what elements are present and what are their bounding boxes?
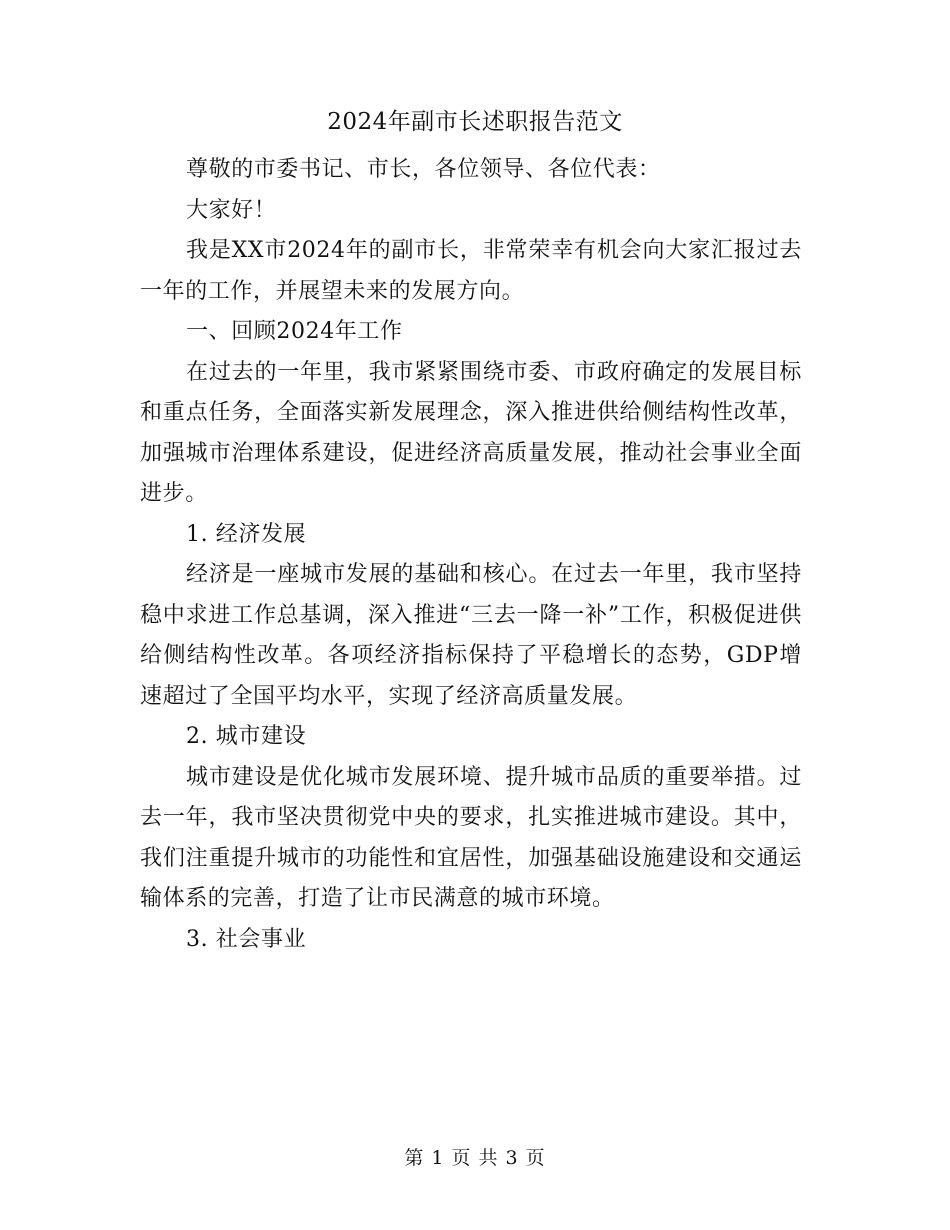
paragraph-review: 在过去的一年里，我市紧紧围绕市委、市政府确定的发展目标和重点任务，全面落实新发展理念，深入推进供给侧结构性改革，加强城市治理体系建设，促进经济高质量发展，推动社会事业全面进步。 [140, 359, 802, 506]
subheading-economy: 1. 经济发展 [186, 521, 307, 547]
paragraph-greeting: 大家好！ [186, 197, 277, 223]
section-heading-review: 一、回顾2024年工作 [186, 319, 403, 344]
paragraph-intro: 我是XX市2024年的副市长，非常荣幸有机会向大家汇报过去一年的工作，并展望未来的发展方向。 [140, 238, 802, 304]
paragraph-urban-construction: 城市建设是优化城市发展环境、提升城市品质的重要举措。过去一年，我市坚决贯彻党中央的要求，扎实推进城市建设。其中，我们注重提升城市的功能性和宜居性，加强基础设施建设和交通运输体系的完善，打造了让市民满意的城市环境。 [140, 764, 802, 911]
subheading-social-affairs: 3. 社会事业 [186, 926, 307, 952]
document-title: 2024年副市长述职报告范文 [327, 109, 623, 135]
paragraph-economy: 经济是一座城市发展的基础和核心。在过去一年里，我市坚持稳中求进工作总基调，深入推进“三去一降一补”工作，积极促进供给侧结构性改革。各项经济指标保持了平稳增长的态势，GDP增速超过了全国平均水平，实现了经济高质量发展。 [140, 562, 802, 709]
subheading-urban-construction: 2. 城市建设 [186, 724, 307, 749]
document-body [140, 150, 802, 960]
paragraph-salutation: 尊敬的市委书记、市长，各位领导、各位代表： [186, 157, 661, 182]
page-number-footer: 第 1 页 共 3 页 [404, 1147, 546, 1169]
